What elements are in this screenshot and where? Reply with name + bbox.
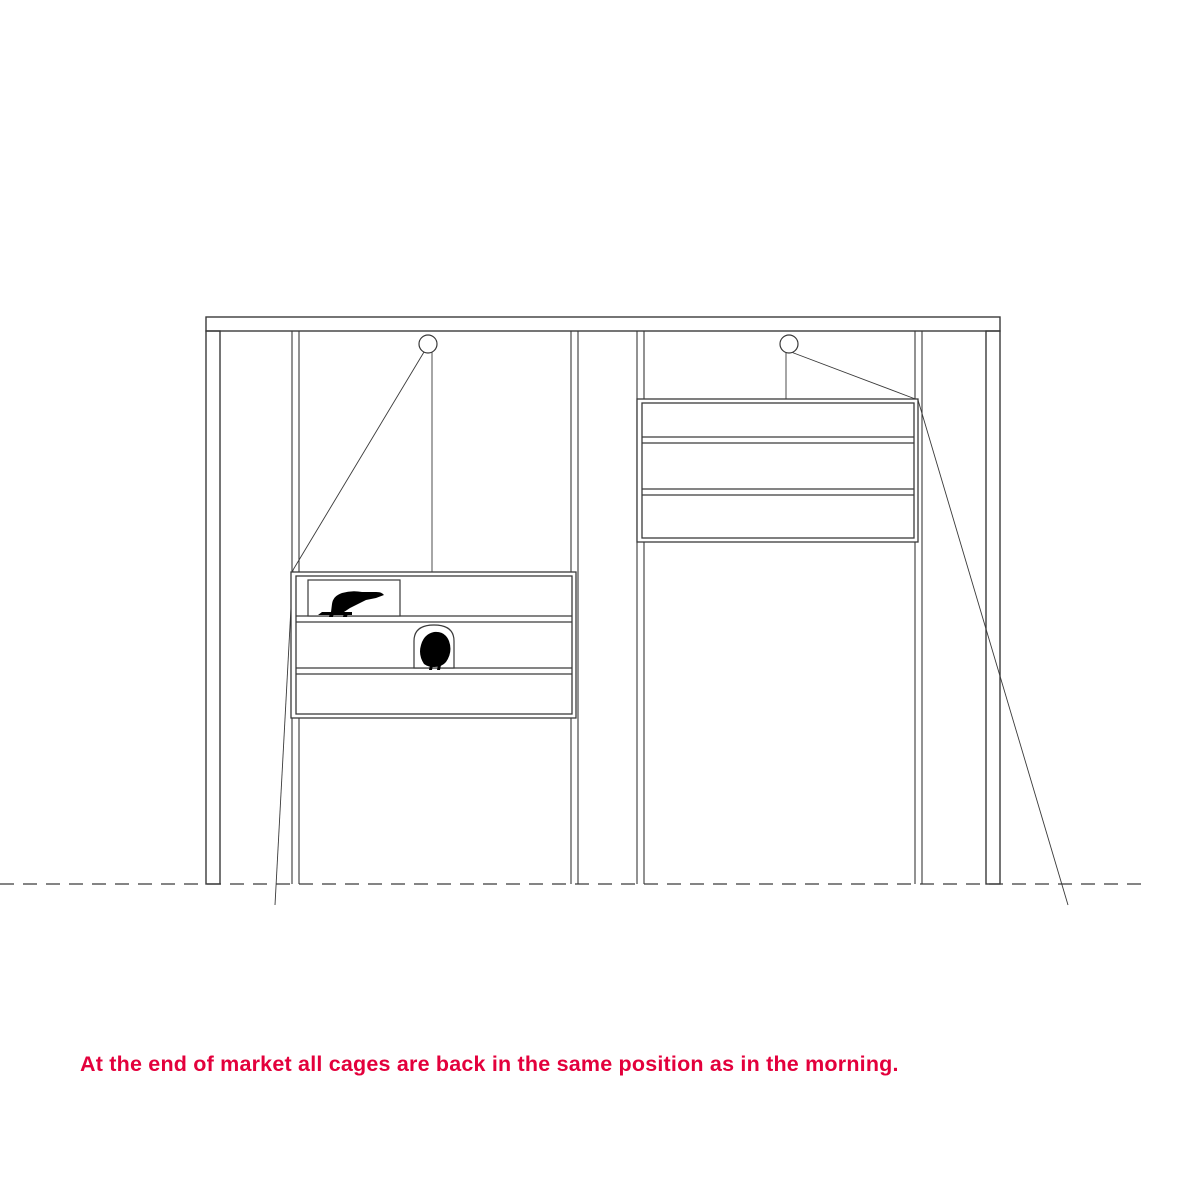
- pulley-right: [780, 335, 798, 353]
- cage-right[interactable]: [637, 399, 918, 542]
- bird-silhouette-perched: [308, 580, 400, 617]
- pulley-left: [419, 335, 437, 353]
- figure-caption: At the end of market all cages are back in the same position as in the morning.: [80, 1052, 899, 1076]
- bird-silhouette-in-cage: [414, 625, 454, 670]
